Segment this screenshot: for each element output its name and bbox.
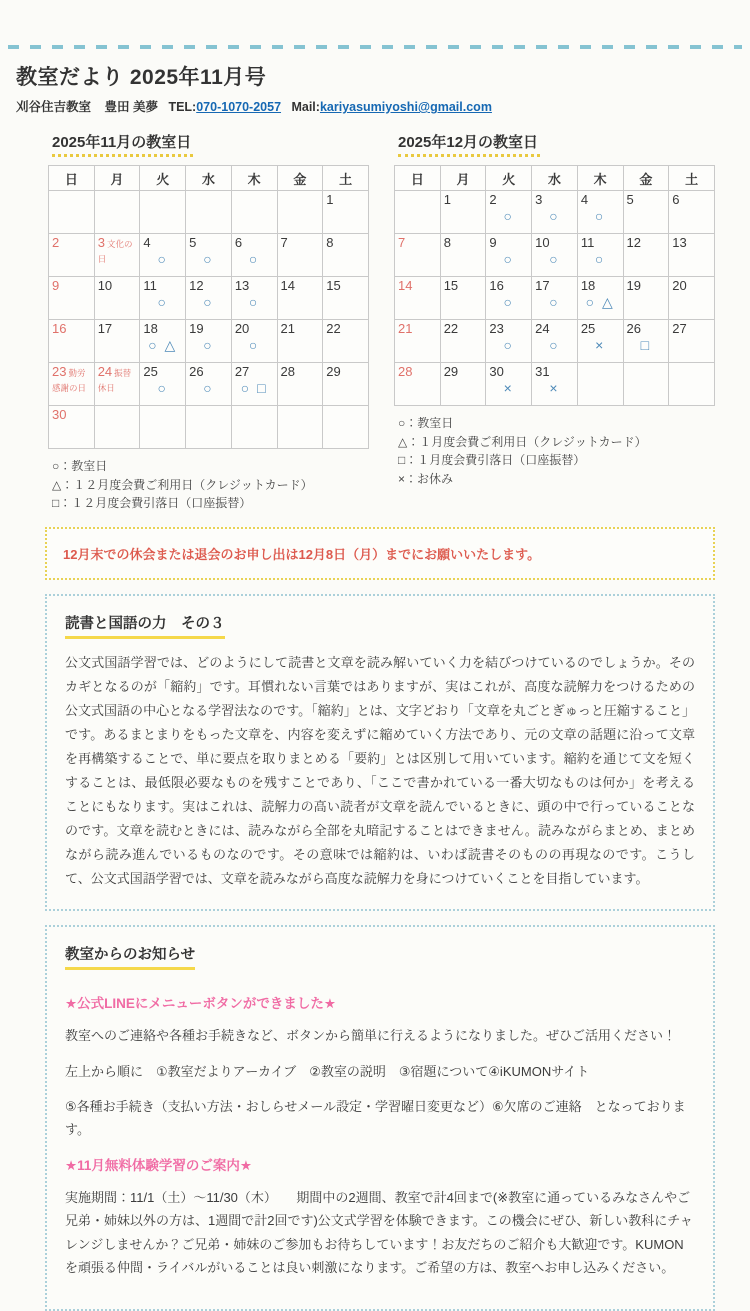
calendar-marks: ○: [248, 250, 260, 267]
contact-line: [16, 97, 734, 115]
calendar-day-header: 火: [486, 166, 532, 191]
calendar-cell: [323, 363, 369, 406]
date-number: 17: [535, 278, 550, 293]
news-section: [45, 925, 715, 1311]
calendar-marks: ○: [503, 293, 514, 310]
calendar-cell: [140, 191, 186, 234]
calendar-marks: ○: [248, 293, 260, 310]
calendar-day-header: 木: [577, 166, 623, 191]
calendar-cell: [94, 234, 140, 277]
trial-body: 実施期間：11/1（土）〜11/30（木） 期間中の2週間、教室で計4回まで(※教室に通っているみなさんやご兄弟・姉妹以外の方は、1週間で計2回です)公文式学習を体験できます。この機会にぜひ、新しい教科にチャレンジしませんか？ご兄弟・姉妹のご参加もお待ちしています！お友だちのご紹介も大歓迎です。KUMONを頑張る仲間・ライバルがいることは良い刺激になります。ご希望の方は、教室へお申し込みください。: [65, 1189, 693, 1275]
calendar-day-header: 土: [323, 166, 369, 191]
date-number: 7: [398, 235, 406, 250]
calendar-cell: [577, 277, 623, 320]
holiday-label: 振替休日: [97, 368, 132, 393]
calendar-marks: ×: [503, 379, 514, 396]
calendar-cell: [277, 191, 323, 234]
calendar-cell: [94, 191, 140, 234]
calendar-week-row: [395, 234, 715, 277]
calendar-cell: [440, 191, 486, 234]
calendar-cell: [669, 234, 715, 277]
date-number: 24: [97, 364, 113, 379]
calendar-cell: [577, 363, 623, 406]
calendar-marks: ○: [594, 207, 606, 224]
date-number: 23: [52, 364, 67, 379]
line-announcement-p3: ⑤各種お手続き（支払い方法・おしらせメール設定・学習曜日変更など）⑥欠席のご連絡 となっております。: [65, 1099, 686, 1138]
date-number: 22: [326, 321, 341, 336]
calendar-marks: ○: [503, 250, 514, 267]
calendar-marks: ○: [503, 336, 514, 353]
calendar-cell: [323, 234, 369, 277]
calendar-cell: [669, 191, 715, 234]
calendar-cell: [577, 320, 623, 363]
calendar-week-row: [49, 320, 369, 363]
calendar-legend: [398, 414, 715, 488]
calendar-day-header: 水: [186, 166, 232, 191]
calendar-marks: ○: [203, 379, 214, 396]
calendar-cell: [486, 320, 532, 363]
calendar-marks: ○: [203, 293, 214, 310]
calendar-header-row: [395, 166, 715, 191]
calendar-cell: [231, 234, 277, 277]
date-number: 3: [97, 235, 105, 250]
withdrawal-notice-text: 12月末での休会または退会のお申し出は12月8日（月）までにお願いいたします。: [63, 546, 541, 562]
calendar-cell: [440, 363, 486, 406]
page-title: 教室だより 2025年11月号: [16, 66, 267, 89]
calendar-cell: [323, 191, 369, 234]
calendar-cell: [140, 277, 186, 320]
date-number: 27: [672, 321, 687, 336]
calendar-cell: [395, 320, 441, 363]
date-number: 16: [52, 321, 67, 336]
tel-link[interactable]: 070-1070-2057: [196, 100, 282, 114]
date-number: 27: [234, 364, 250, 379]
date-number: 2: [489, 192, 497, 207]
calendar-cell: [49, 320, 95, 363]
calendar-day-header: 月: [440, 166, 486, 191]
date-number: 31: [535, 364, 550, 379]
calendar-week-row: [49, 363, 369, 406]
date-number: 30: [489, 364, 504, 379]
calendar-cell: [231, 320, 277, 363]
date-number: 15: [443, 278, 459, 293]
calendar-cell: [323, 320, 369, 363]
calendar-cell: [94, 320, 140, 363]
calendar-day-header: 水: [532, 166, 578, 191]
calendar-week-row: [395, 320, 715, 363]
calendar-cell: [231, 406, 277, 449]
date-number: 21: [280, 321, 295, 336]
calendar-marks: ○ △: [148, 336, 178, 353]
calendar-cell: [486, 363, 532, 406]
date-number: 4: [143, 235, 151, 250]
date-number: 12: [189, 278, 204, 293]
calendar-cell: [532, 234, 578, 277]
mail-link[interactable]: kariyasumiyoshi@gmail.com: [319, 100, 492, 114]
calendar-cell: [486, 234, 532, 277]
calendar-cell: [94, 277, 140, 320]
date-number: 6: [672, 192, 680, 207]
calendar-cell: [186, 406, 232, 449]
calendar-cell: [440, 277, 486, 320]
calendar-cell: [277, 320, 323, 363]
calendar-cell: [623, 234, 669, 277]
teacher-name: 豊田 美夢: [104, 100, 158, 114]
legend-item: ×：お休み: [398, 471, 454, 486]
date-number: 26: [189, 364, 204, 379]
calendar-cell: [49, 191, 95, 234]
date-number: 2: [52, 235, 60, 250]
date-number: 3: [535, 192, 543, 207]
calendar-cell: [231, 277, 277, 320]
calendar-marks: ○ △: [585, 293, 615, 310]
date-number: 10: [97, 278, 113, 293]
calendar-marks: ×: [595, 336, 606, 353]
calendar-cell: [440, 234, 486, 277]
tel-label: TEL:: [168, 100, 197, 114]
calendar-day-header: 木: [231, 166, 277, 191]
date-number: 19: [626, 278, 641, 293]
date-number: 4: [580, 192, 589, 207]
date-number: 21: [398, 321, 413, 336]
calendar-cell: [623, 277, 669, 320]
calendar-week-row: [49, 191, 369, 234]
calendar-cell: [140, 363, 186, 406]
calendar-title: 2025年12月の教室日: [398, 131, 540, 157]
calendar-cell: [49, 277, 95, 320]
calendar-cell: [231, 191, 277, 234]
calendar-cell: [94, 406, 140, 449]
calendar-cell: [395, 277, 441, 320]
calendar-december: [394, 131, 715, 513]
date-number: 16: [489, 278, 504, 293]
calendar-cell: [231, 363, 277, 406]
date-number: 1: [443, 192, 451, 207]
reading-section: [45, 594, 715, 911]
calendar-marks: ○: [549, 336, 560, 353]
calendar-day-header: 火: [140, 166, 186, 191]
calendar-cell: [186, 234, 232, 277]
calendar-cell: [186, 277, 232, 320]
calendar-cell: [577, 191, 623, 234]
page-header: [0, 49, 750, 115]
calendar-cell: [669, 320, 715, 363]
legend-item: ○：教室日: [52, 459, 108, 473]
classroom-name: 刈谷住吉教室: [16, 100, 92, 114]
date-number: 29: [443, 364, 459, 379]
holiday-label: 勤労感謝の日: [52, 368, 87, 393]
withdrawal-notice-box: [45, 527, 715, 580]
calendar-week-row: [395, 277, 715, 320]
line-announcement-p1: 教室へのご連絡や各種お手続きなど、ボタンから簡単に行えるようになりました。ぜひご活用ください！: [65, 1028, 677, 1044]
date-number: 19: [189, 321, 204, 336]
calendar-cell: [532, 363, 578, 406]
calendar-day-header: 土: [669, 166, 715, 191]
legend-item: △：１月度会費ご利用日（クレジットカード）: [398, 434, 647, 449]
calendar-cell: [486, 277, 532, 320]
calendar-marks: ×: [549, 379, 560, 396]
calendar-cell: [94, 363, 140, 406]
line-announcement-heading: ★公式LINEにメニューボタンができました★: [65, 996, 336, 1012]
calendars-row: [48, 131, 715, 513]
calendar-day-header: 月: [94, 166, 140, 191]
legend-item: ○：教室日: [398, 416, 454, 430]
calendar-cell: [186, 191, 232, 234]
reading-section-body: 公文式国語学習では、どのようにして読書と文章を読み解いていく力を結びつけているのでしょうか。そのカギとなるのが「縮約」です。耳慣れない言葉ではありますが、実はこれが、高度な読解力をつけるための公文式国語の中心となる学習法なのです。「縮約」とは、文字どおり「文章を丸ごとぎゅっと圧縮すること」です。あるまとまりをもった文章を、内容を変えずに縮めていく方法であり、元の文章の話題に沿って文章を再構築することで、単に要点を取りまとめる「要約」とは区別して用いています。縮約を通じて文を短くすることは、最低限必要なものを残すことであり、「ここで書かれている一番大切なものは何か」を考えることにもなります。実はこれは、読解力の高い読者が文章を読んでいるときに、頭の中で行っていることなのです。文章を読むときには、読みながら全部を丸暗記することはできません。読みながらまとめ、まとめながら読み進んでいるものなのです。その意味では縮約は、いわば読書そのものの再現なのです。こうして、公文式国語学習では、文章を読みながら高度な読解力を身につけていくことを目指しています。: [65, 654, 695, 887]
calendar-cell: [395, 363, 441, 406]
date-number: 9: [52, 278, 60, 293]
calendar-marks: ○: [203, 336, 214, 353]
trial-heading: ★11月無料体験学習のご案内★: [65, 1157, 252, 1173]
date-number: 12: [626, 235, 641, 250]
calendar-marks: ○: [549, 250, 560, 267]
calendar-marks: ○: [157, 293, 168, 310]
date-number: 23: [489, 321, 504, 336]
calendar-week-row: [49, 406, 369, 449]
calendar-marks: ○: [549, 207, 560, 224]
calendar-cell: [140, 406, 186, 449]
date-number: 13: [672, 235, 687, 250]
calendar-marks: ○: [549, 293, 560, 310]
calendar-cell: [49, 234, 95, 277]
calendar-cell: [395, 234, 441, 277]
date-number: 22: [443, 321, 459, 336]
calendar-cell: [277, 406, 323, 449]
date-number: 17: [97, 321, 113, 336]
calendar-cell: [186, 363, 232, 406]
calendar-title: 2025年11月の教室日: [52, 131, 193, 157]
calendar-marks: ○: [157, 250, 168, 267]
legend-item: □：１２月度会費引落日（口座振替）: [52, 496, 252, 511]
date-number: 11: [143, 278, 157, 293]
calendar-table: [394, 165, 715, 406]
legend-item: □：１月度会費引落日（口座振替）: [398, 453, 586, 468]
date-number: 6: [234, 235, 243, 250]
calendar-cell: [323, 406, 369, 449]
calendar-cell: [49, 406, 95, 449]
calendar-cell: [186, 320, 232, 363]
date-number: 13: [234, 278, 250, 293]
mail-label: Mail:: [291, 100, 320, 114]
date-number: 8: [443, 235, 451, 250]
date-number: 28: [398, 364, 413, 379]
date-number: 7: [280, 235, 288, 250]
date-number: 14: [398, 278, 413, 293]
date-number: 8: [326, 235, 334, 250]
calendar-cell: [277, 363, 323, 406]
calendar-cell: [49, 363, 95, 406]
calendar-week-row: [49, 277, 369, 320]
calendar-cell: [623, 363, 669, 406]
calendar-marks: ○: [203, 250, 214, 267]
holiday-label: 文化の日: [97, 239, 133, 264]
calendar-marks: ○: [248, 336, 260, 353]
date-number: 9: [489, 235, 497, 250]
calendar-cell: [395, 191, 441, 234]
calendar-week-row: [395, 363, 715, 406]
calendar-day-header: 金: [623, 166, 669, 191]
calendar-week-row: [395, 191, 715, 234]
date-number: 14: [280, 278, 295, 293]
calendar-cell: [623, 320, 669, 363]
date-number: 18: [143, 321, 158, 336]
date-number: 28: [280, 364, 295, 379]
calendar-cell: [486, 191, 532, 234]
calendar-day-header: 日: [49, 166, 95, 191]
calendar-marks: □: [640, 336, 652, 353]
calendar-marks: ○: [503, 207, 514, 224]
date-number: 25: [143, 364, 158, 379]
news-section-title: 教室からのお知らせ: [65, 943, 195, 970]
date-number: 15: [326, 278, 341, 293]
date-number: 1: [326, 192, 334, 207]
legend-item: △：１２月度会費ご利用日（クレジットカード）: [52, 477, 313, 492]
calendar-cell: [140, 320, 186, 363]
date-number: 25: [580, 321, 596, 336]
date-number: 5: [189, 235, 197, 250]
date-number: 29: [326, 364, 341, 379]
calendar-marks: ○: [157, 379, 168, 396]
calendar-cell: [577, 234, 623, 277]
calendar-cell: [532, 277, 578, 320]
calendar-cell: [669, 277, 715, 320]
calendar-cell: [532, 320, 578, 363]
calendar-november: [48, 131, 369, 513]
date-number: 20: [672, 278, 687, 293]
calendar-cell: [277, 234, 323, 277]
date-number: 10: [535, 235, 550, 250]
date-number: 20: [234, 321, 250, 336]
date-number: 24: [535, 321, 550, 336]
calendar-header-row: [49, 166, 369, 191]
calendar-week-row: [49, 234, 369, 277]
calendar-marks: ○: [594, 250, 606, 267]
calendar-legend: [52, 457, 369, 513]
calendar-table: [48, 165, 369, 449]
calendar-marks: ○ □: [240, 379, 268, 396]
calendar-cell: [277, 277, 323, 320]
calendar-cell: [140, 234, 186, 277]
calendar-cell: [440, 320, 486, 363]
date-number: 18: [580, 278, 596, 293]
calendar-day-header: 日: [395, 166, 441, 191]
date-number: 30: [52, 407, 67, 422]
calendar-cell: [532, 191, 578, 234]
date-number: 26: [626, 321, 641, 336]
calendar-cell: [623, 191, 669, 234]
calendar-cell: [669, 363, 715, 406]
calendar-cell: [323, 277, 369, 320]
date-number: 11: [580, 235, 595, 250]
line-announcement-p2: 左上から順に ①教室だよりアーカイブ ②教室の説明 ③宿題について④iKUMONサイト: [65, 1063, 590, 1079]
reading-section-title: 読書と国語の力 その３: [65, 612, 225, 639]
calendar-day-header: 金: [277, 166, 323, 191]
date-number: 5: [626, 192, 634, 207]
